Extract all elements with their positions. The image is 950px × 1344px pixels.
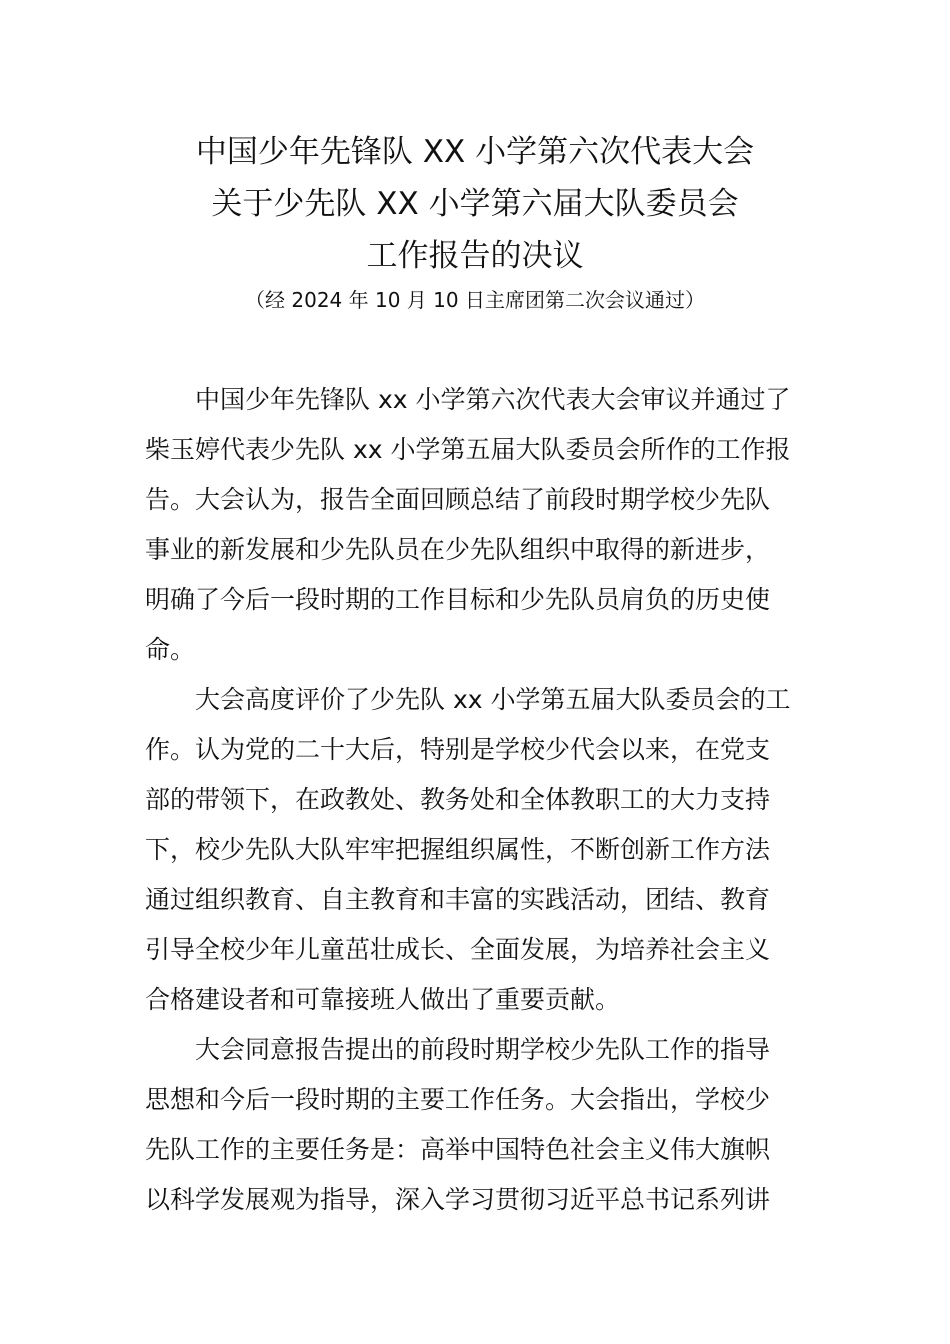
paragraph-1-line-5: 明确了今后一段时期的工作目标和少先队员肩负的历史使 xyxy=(145,585,771,614)
paragraph-2-line-7: 合格建设者和可靠接班人做出了重要贡献。 xyxy=(145,985,621,1014)
paragraph-2-line-1: 大会高度评价了少先队 xx 小学第五届大队委员会的工 xyxy=(195,685,791,714)
paragraph-2-line-5: 通过组织教育、自主教育和丰富的实践活动，团结、教育 xyxy=(145,885,771,914)
paragraph-2-line-6: 引导全校少年儿童茁壮成长、全面发展，为培养社会主义 xyxy=(145,935,771,964)
paragraph-3-line-3: 先队工作的主要任务是：高举中国特色社会主义伟大旗帜 xyxy=(145,1135,771,1164)
paragraph-3-line-2: 思想和今后一段时期的主要工作任务。大会指出，学校少 xyxy=(145,1085,771,1114)
title-line-2: 关于少先队 XX 小学第六届大队委员会 xyxy=(211,186,739,222)
paragraph-2-line-4: 下，校少先队大队牢牢把握组织属性，不断创新工作方法 xyxy=(145,835,771,864)
document-body xyxy=(145,375,810,1225)
paragraph-3-line-1: 大会同意报告提出的前段时期学校少先队工作的指导 xyxy=(195,1035,771,1064)
paragraph-3-line-4: 以科学发展观为指导，深入学习贯彻习近平总书记系列讲 xyxy=(145,1185,771,1214)
paragraph-2-line-3: 部的带领下，在政教处、教务处和全体教职工的大力支持 xyxy=(145,785,771,814)
document-subtitle: （经 2024 年 10 月 10 日主席团第二次会议通过） xyxy=(245,288,705,312)
document-title xyxy=(0,126,950,282)
title-line-3: 工作报告的决议 xyxy=(366,238,584,274)
paragraph-1-line-2: 柴玉婷代表少先队 xx 小学第五届大队委员会所作的工作报 xyxy=(145,435,791,464)
title-line-1: 中国少年先锋队 XX 小学第六次代表大会 xyxy=(195,134,755,170)
paragraph-2-line-2: 作。认为党的二十大后，特别是学校少代会以来，在党支 xyxy=(145,735,771,764)
paragraph-1-line-4: 事业的新发展和少先队员在少先队组织中取得的新进步， xyxy=(145,535,771,564)
paragraph-1-line-1: 中国少年先锋队 xx 小学第六次代表大会审议并通过了 xyxy=(195,385,791,414)
paragraph-1-line-3: 告。大会认为，报告全面回顾总结了前段时期学校少先队 xyxy=(145,485,771,514)
paragraph-1-line-6: 命。 xyxy=(145,635,196,664)
